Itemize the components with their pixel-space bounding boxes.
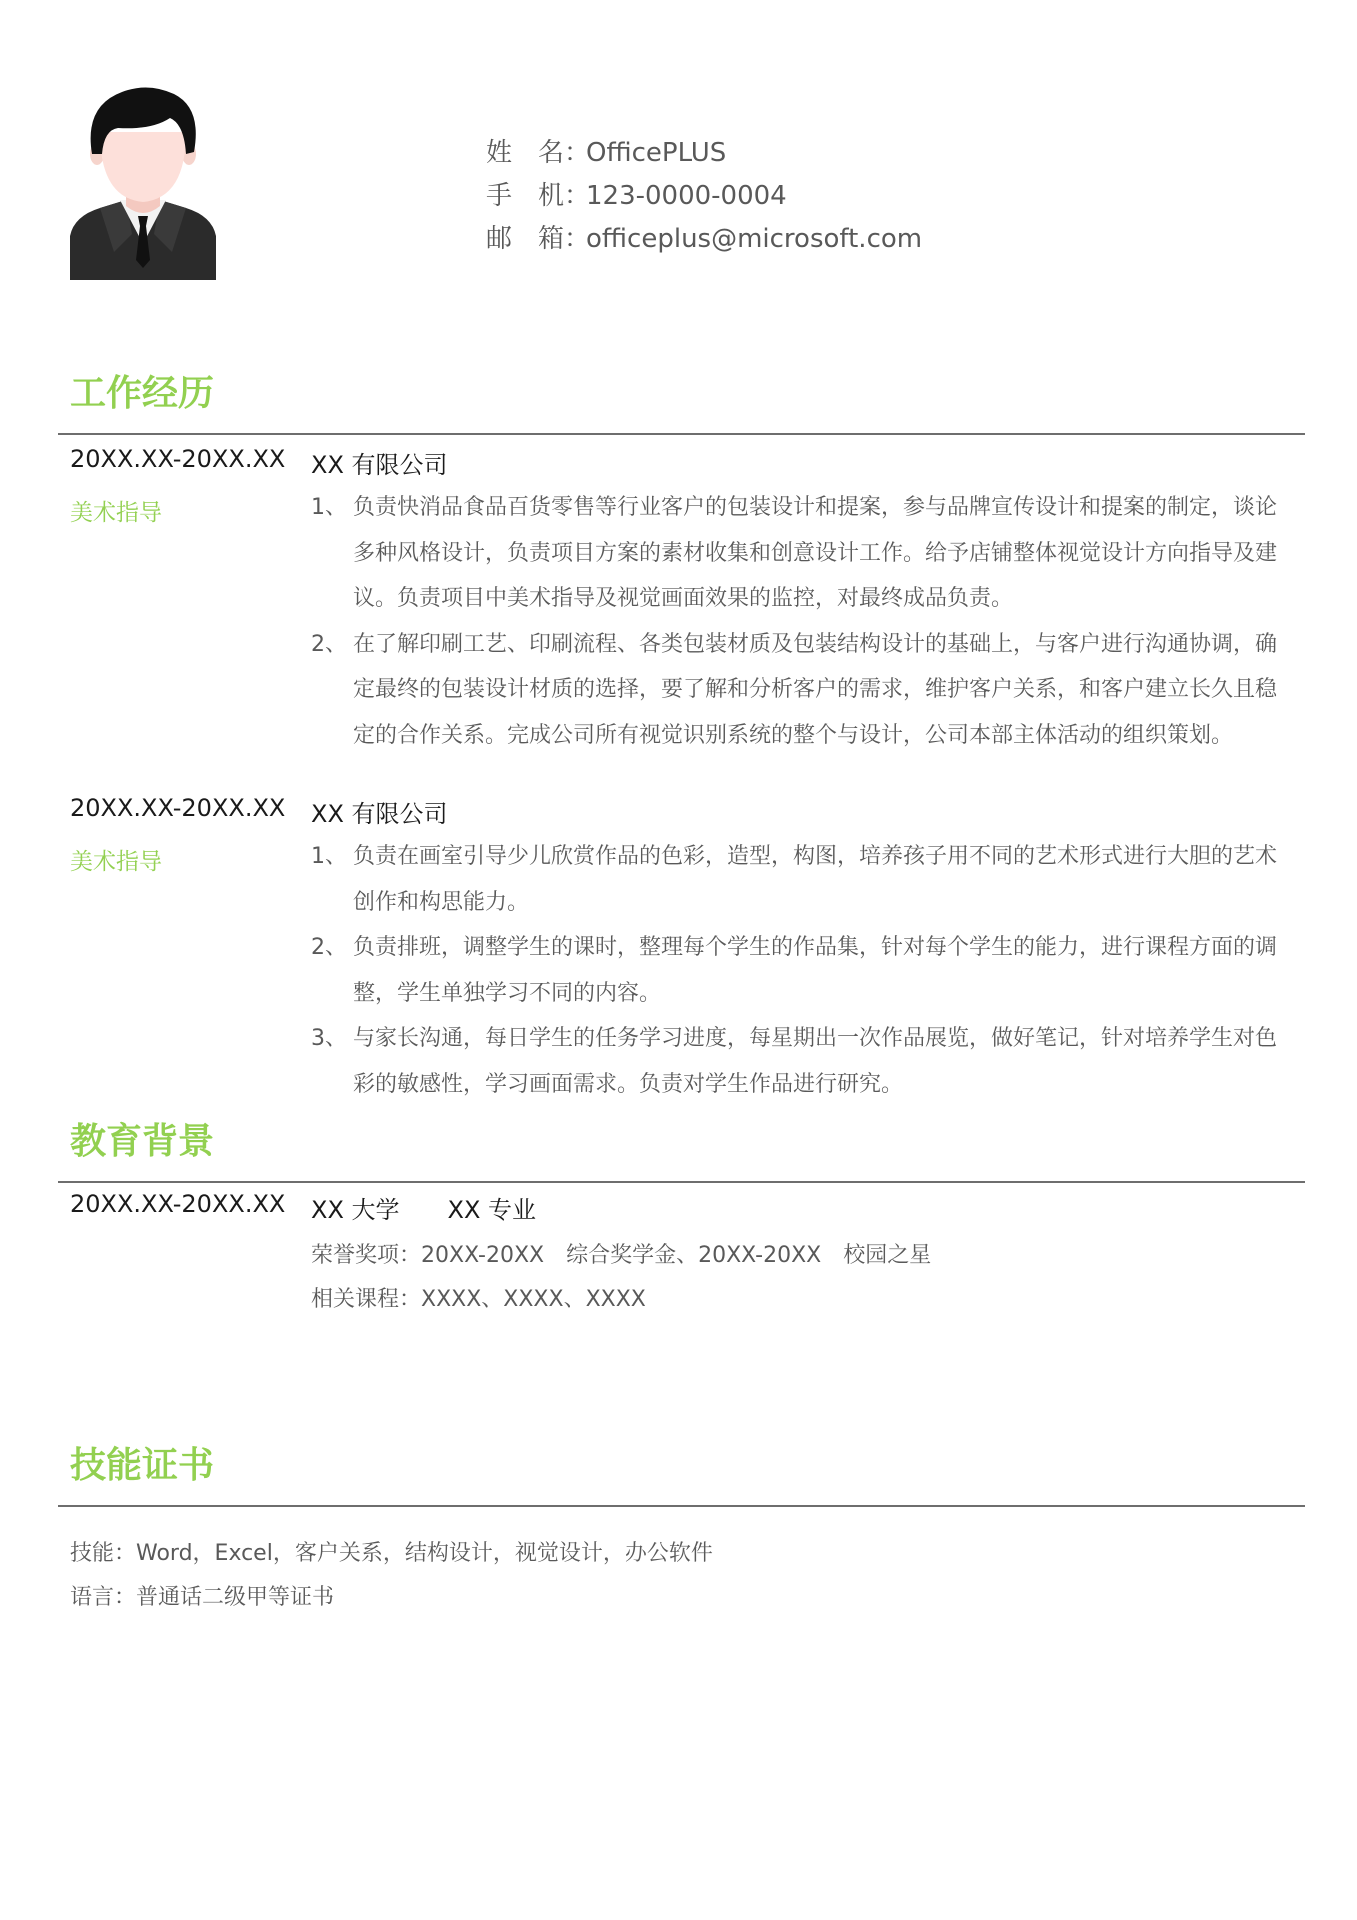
duty-number: 3、 [311,1026,347,1051]
job-2-company: XX 有限公司 [311,800,448,828]
name-value: OfficePLUS [586,138,727,168]
name-row [486,132,922,175]
education-period: 20XX.XX-20XX.XX [70,1190,286,1218]
contact-info [486,132,922,261]
email-label: 邮 箱： [486,224,591,254]
work-section-divider [58,433,1305,435]
duty-item [311,834,1295,925]
person-avatar-icon [70,84,216,280]
phone-value: 123-0000-0004 [586,181,787,211]
education-section-title: 教育背景 [70,1121,215,1162]
education-section-divider [58,1181,1305,1183]
job-1-role: 美术指导 [70,500,162,526]
work-section-title: 工作经历 [70,373,215,414]
duty-number: 2、 [311,631,347,657]
duty-number: 1、 [311,844,347,869]
job-1-period: 20XX.XX-20XX.XX [70,445,286,473]
duty-text: 负责在画室引导少儿欣赏作品的色彩，造型，构图，培养孩子用不同的艺术形式进行大胆的艺术创作和构思能力。 [353,844,1278,915]
name-label: 姓 名： [486,138,591,168]
phone-row [486,175,922,218]
duty-text: 与家长沟通，每日学生的任务学习进度，每星期出一次作品展览，做好笔记，针对培养学生对色彩的敏感性，学习画面需求。负责对学生作品进行研究。 [353,1026,1278,1097]
skills-line: 技能：Word，Excel，客户关系，结构设计，视觉设计，办公软件 [70,1541,713,1566]
duty-number: 1、 [311,495,347,520]
duty-item [311,485,1295,622]
job-1-company: XX 有限公司 [311,451,448,479]
job-2-role: 美术指导 [70,849,162,875]
duty-text: 负责快消品食品百货零售等行业客户的包装设计和提案，参与品牌宣传设计和提案的制定，谈论多种风格设计，负责项目方案的素材收集和创意设计工作。给予店铺整体视觉设计方向指导及建议。负责项目中美术指导及视觉画面效果的监控，对最终成品负责。 [353,495,1278,611]
job-2-period: 20XX.XX-20XX.XX [70,794,286,822]
duty-item [311,1016,1295,1107]
email-value: officeplus@microsoft.com [586,224,923,254]
skills-section-title: 技能证书 [70,1445,215,1486]
email-row [486,218,922,261]
phone-label: 手 机： [486,181,591,211]
duty-item [311,622,1295,759]
duty-text: 在了解印刷工艺、印刷流程、各类包装材质及包装结构设计的基础上，与客户进行沟通协调，确定最终的包装设计材质的选择，要了解和分析客户的需求，维护客户关系，和客户建立长久且稳定的合作关系。完成公司所有视觉识别系统的整个与设计，公司本部主体活动的组织策划。 [353,631,1278,748]
duty-text: 负责排班，调整学生的课时，整理每个学生的作品集，针对每个学生的能力，进行课程方面的调整，学生单独学习不同的内容。 [353,935,1278,1006]
education-school: XX 大学 XX 专业 [311,1196,537,1224]
job-1-duties [311,485,1295,758]
duty-number: 2、 [311,935,347,960]
language-line: 语言：普通话二级甲等证书 [70,1585,335,1610]
education-honors: 荣誉奖项：20XX-20XX 综合奖学金、20XX-20XX 校园之星 [311,1243,932,1268]
education-courses: 相关课程：XXXX、XXXX、XXXX [311,1287,646,1312]
duty-item [311,925,1295,1016]
job-2-duties [311,834,1295,1107]
skills-section-divider [58,1505,1305,1507]
